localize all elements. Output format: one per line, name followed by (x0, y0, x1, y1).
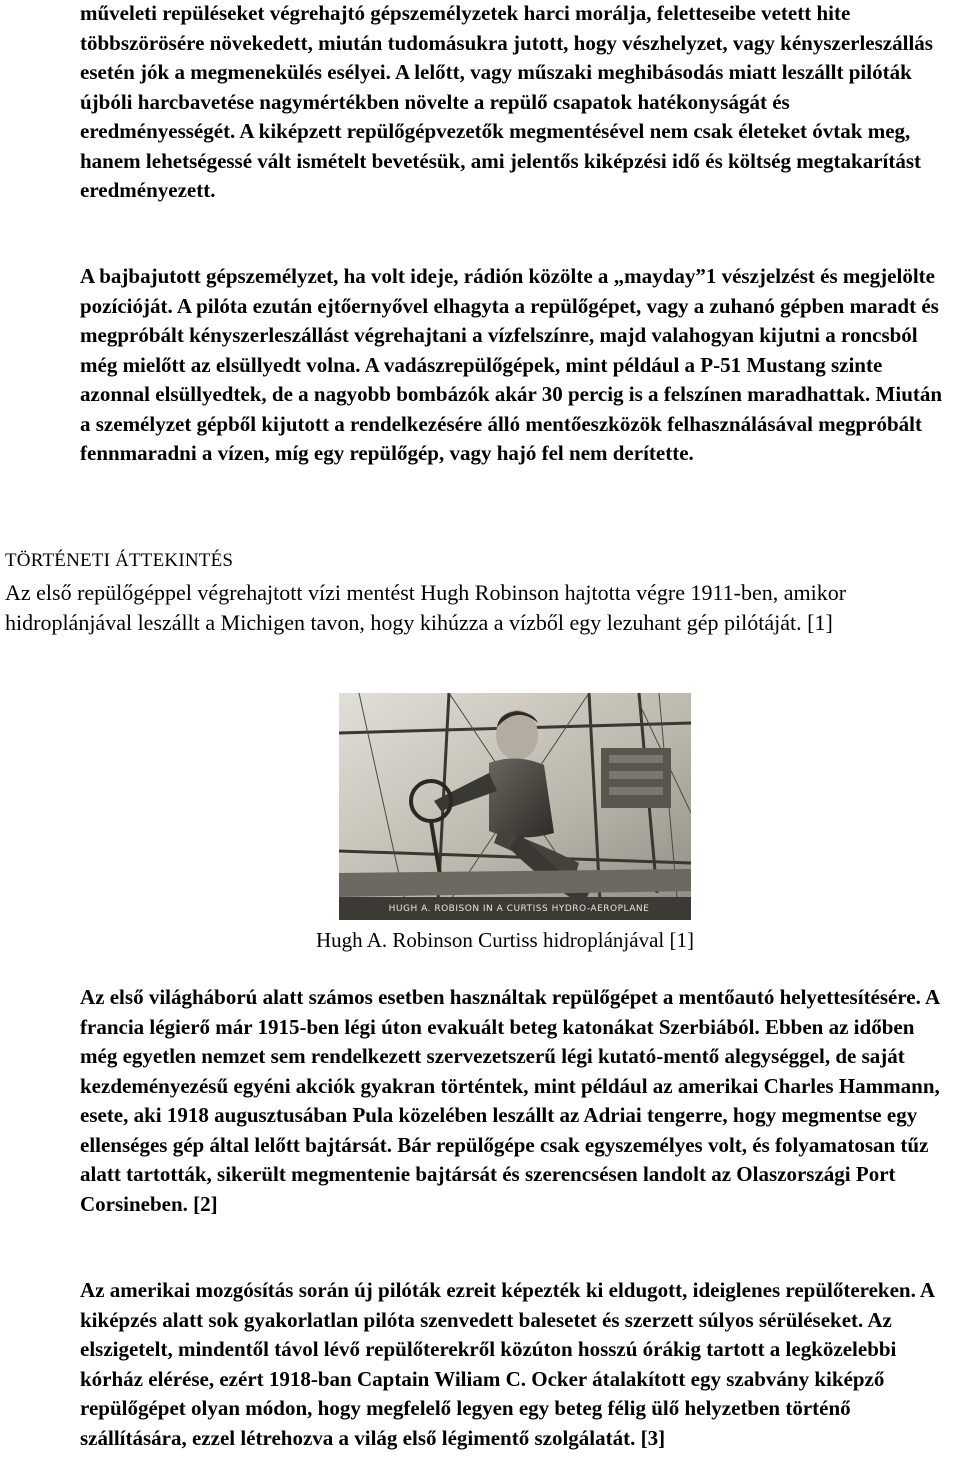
paragraph-5 (80, 1276, 946, 1453)
paragraph-1 (80, 0, 946, 206)
paragraph-text: Az első repülőgéppel végrehajtott vízi mentést Hugh Robinson hajtotta végre 1911-ben, amikor hidroplánjával leszállt a Michigen tavon, hogy kihúzza a vízből egy lezuhant gép pilótáját. [1] (5, 580, 847, 635)
photo-inscription: HUGH A. ROBISON IN A CURTISS HYDRO-AEROPLANE (388, 904, 650, 914)
paragraph-text: műveleti repüléseket végrehajtó gépszemélyzetek harci morálja, feletteseibe vetett hite többszörösére növekedett, miután tudomásukra jutott, hogy vészhelyzet, vagy kényszerleszállás esetén jók a megmenekülés esélyei. A lelőtt, vagy műszaki meghibásodás miatt leszállt pilóták újbóli harcbavetése nagymértékben növelte a repülő csapatok hatékonyságát és eredményességét. A kiképzett repülőgépvezetők megmentésével nem csak életeket óvtak meg, hanem lehetségessé vált ismételt bevetésük, ami jelentős kiképzési idő és költség megtakarítást eredményezett. (80, 1, 933, 202)
historical-photo (339, 693, 691, 920)
paragraph-text: Az amerikai mozgósítás során új pilóták ezreit képezték ki eldugott, ideiglenes repülőtereken. A kiképzés alatt sok gyakorlatlan pilóta szenvedett balesetet és szerzett súlyos sérüléseket. Az elszigetelt, mindentől távol lévő repülőterekről közúton hosszú órákig tartott a legközelebbi kórház elérése, ezért 1918-ban Captain Wiliam C. Ocker átalakított egy szabvány kiképző repülőgépet olyan módon, hogy megfelelő legyen egy beteg félig ülő helyzetben történő szállítására, ezzel létrehozva a világ első légimentő szolgálatát. [3] (80, 1278, 934, 1450)
paragraph-text: Az első világháború alatt számos esetben használtak repülőgépet a mentőautó helyettesítésére. A francia légierő már 1915-ben légi úton evakuált beteg katonákat Szerbiából. Ebben az időben még egyetlen nemzet sem rendelkezett szervezetszerű légi kutató-mentő alegységgel, de saját kezdeményezésű egyéni akciók gyakran történtek, mint például az amerikai Charles Hammann, esete, aki 1918 augusztusában Pula közelében leszállt az Adriai tengerre, hogy megmentse egy ellenséges gép által lelőtt bajtársát. Bár repülőgépe csak egyszemélyes volt, és folyamatosan tűz alatt tartották, sikerült megmentenie bajtársát és szerencsésen landolt az Olaszországi Port Corsineben. [2] (80, 985, 940, 1216)
photo-caption: Hugh A. Robinson Curtiss hidroplánjával [1] (316, 928, 694, 952)
paragraph-text: A bajbajutott gépszemélyzet, ha volt ideje, rádión közölte a „mayday”1 vészjelzést és megjelölte pozícióját. A pilóta ezután ejtőernyővel elhagyta a repülőgépet, vagy a zuhanó gépben maradt és megpróbált kényszerleszállást végrehajtani a vízfelszínre, majd valahogyan kijutni a roncsból még mielőtt az elsüllyedt volna. A vadászrepülőgépek, mint például a P-51 Mustang szinte azonnal elsüllyedtek, de a nagyobb bombázók akár 30 percig is a felszínen maradhattak. Miután a személyzet gépből kijutott a rendelkezésére álló mentőeszközök felhasználásával megpróbált fennmaradni a vízen, míg egy repülőgép, vagy hajó fel nem derítette. (80, 264, 943, 465)
photo-illustration (339, 693, 691, 920)
paragraph-2 (80, 262, 946, 469)
paragraph-3 (5, 578, 950, 638)
section-heading: TÖRTÉNETI ÁTTEKINTÉS (5, 550, 234, 571)
paragraph-4 (80, 983, 946, 1219)
